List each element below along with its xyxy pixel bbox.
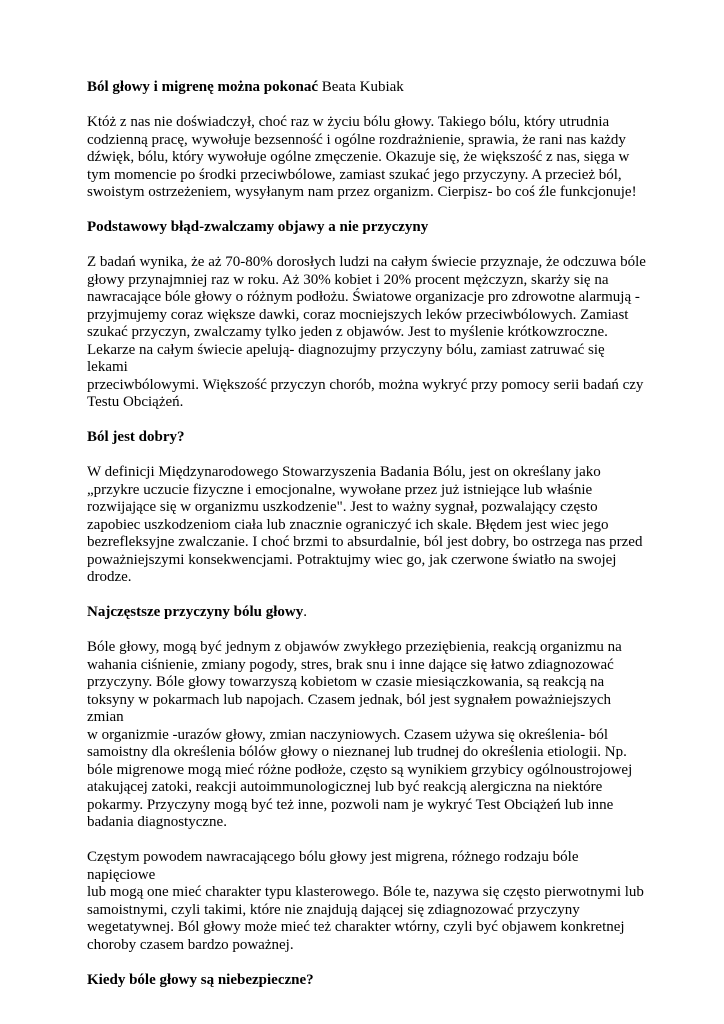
paragraph-statistics: Z badań wynika, że aż 70-80% dorosłych ludzi na całym świecie przyznaje, że odczuwa bóle głowy przynajmniej raz w roku. Aż 30% kobiet i 20% procent mężczyzn, skarży się na nawracające bóle głowy o różnym podłożu. Światowe organizacje pro zdrowotne alarmują - przyjmujemy coraz większe dawki, coraz mocniejszych leków przeciwbólowych. Zamiast szukać przyczyn, zwalczamy tylko jeden z objawów. Jest to myślenie krótkowzroczne. Lekarze na całym świecie apelują- diagnozujmy przyczyny bólu, zamiast zatruwać się lekami przeciwbólowymi. Większość przyczyn chorób, można wykryć przy pomocy serii badań czy Testu Obciążeń. (87, 254, 646, 410)
document-title-line (87, 79, 647, 97)
section-heading-period: . (303, 604, 307, 620)
intro-paragraph: Któż z nas nie doświadczył, choć raz w życiu bólu głowy. Takiego bólu, który utrudnia codzienną pracę, wywołuje bezsenność i ogólne rozdrażnienie, sprawia, że rani nas każdy dźwięk, bólu, który wywołuje ogólne zmęczenie. Okazuje się, że większość z nas, sięga w tym momencie po środki przeciwbólowe, zamiast szukać jego przyczyny. A przecież ból, swoistym ostrzeżeniem, wysyłanym nam przez organizm. Cierpisz- bo coś źle funkcjonuje! (87, 114, 637, 200)
document-author: Beata Kubiak (321, 79, 404, 95)
paragraph-migraine: Częstym powodem nawracającego bólu głowy jest migrena, różnego rodzaju bóle napięciowe lub mogą one mieć charakter typu klasterowego. Bóle te, nazywa się często pierwotnymi lub samoistnymi, czyli takimi, które nie znajdują dającej się zdiagnozować przyczyny wegetatywnej. Ból głowy może mieć też charakter wtórny, czyli być objawem konkretnej choroby czasem bardzo poważnej. (87, 849, 644, 953)
section-heading-dangerous: Kiedy bóle głowy są niebezpieczne? (87, 971, 314, 988)
document-title: Ból głowy i migrenę można pokonać (87, 79, 318, 95)
section-heading-common-causes-line (87, 604, 647, 622)
section-heading-pain-is-good: Ból jest dobry? (87, 429, 185, 445)
paragraph-causes: Bóle głowy, mogą być jednym z objawów zwykłego przeziębienia, reakcją organizmu na wahania ciśnienie, zmiany pogody, stres, brak snu i inne dające się łatwo zdiagnozować przyczyny. Bóle głowy towarzyszą kobietom w czasie miesiączkowania, są reakcją na toksyny w pokarmach lub napojach. Czasem jednak, ból jest sygnałem poważniejszych zmian w organizmie -urazów głowy, zmian naczyniowych. Czasem używa się określenia- ból samoistny dla określenia bólów głowy o nieznanej lub trudnej do określenia etiologii. Np. bóle migrenowe mogą mieć różne podłoże, często są wynikiem grzybicy ogólnoustrojowej atakującej zatoki, reakcji autoimmunologicznej lub być reakcją alergiczna na niektóre pokarmy. Przyczyny mogą być też inne, pozwoli nam je wykryć Test Obciążeń lub inne badania diagnostyczne. (87, 639, 633, 830)
section-heading-common-causes: Najczęstsze przyczyny bólu głowy (87, 604, 304, 620)
paragraph-pain-definition: W definicji Międzynarodowego Stowarzyszenia Badania Bólu, jest on określany jako „przykre uczucie fizyczne i emocjonalne, wywołane przez już istniejące lub właśnie rozwijające się w organizmu uszkodzenie". Jest to ważny sygnał, pozwalający często zapobiec uszkodzeniom ciała lub znacznie ograniczyć ich skale. Błędem jest wiec jego bezrefleksyjne zwalczanie. I choć brzmi to absurdalnie, ból jest dobry, bo ostrzega nas przed poważniejszymi konsekwencjami. Potraktujmy wiec go, jak czerwone światło na swojej drodze. (87, 464, 643, 585)
section-heading-basic-mistake: Podstawowy błąd-zwalczamy objawy a nie przyczyny (87, 219, 429, 235)
document-page (87, 79, 647, 1007)
